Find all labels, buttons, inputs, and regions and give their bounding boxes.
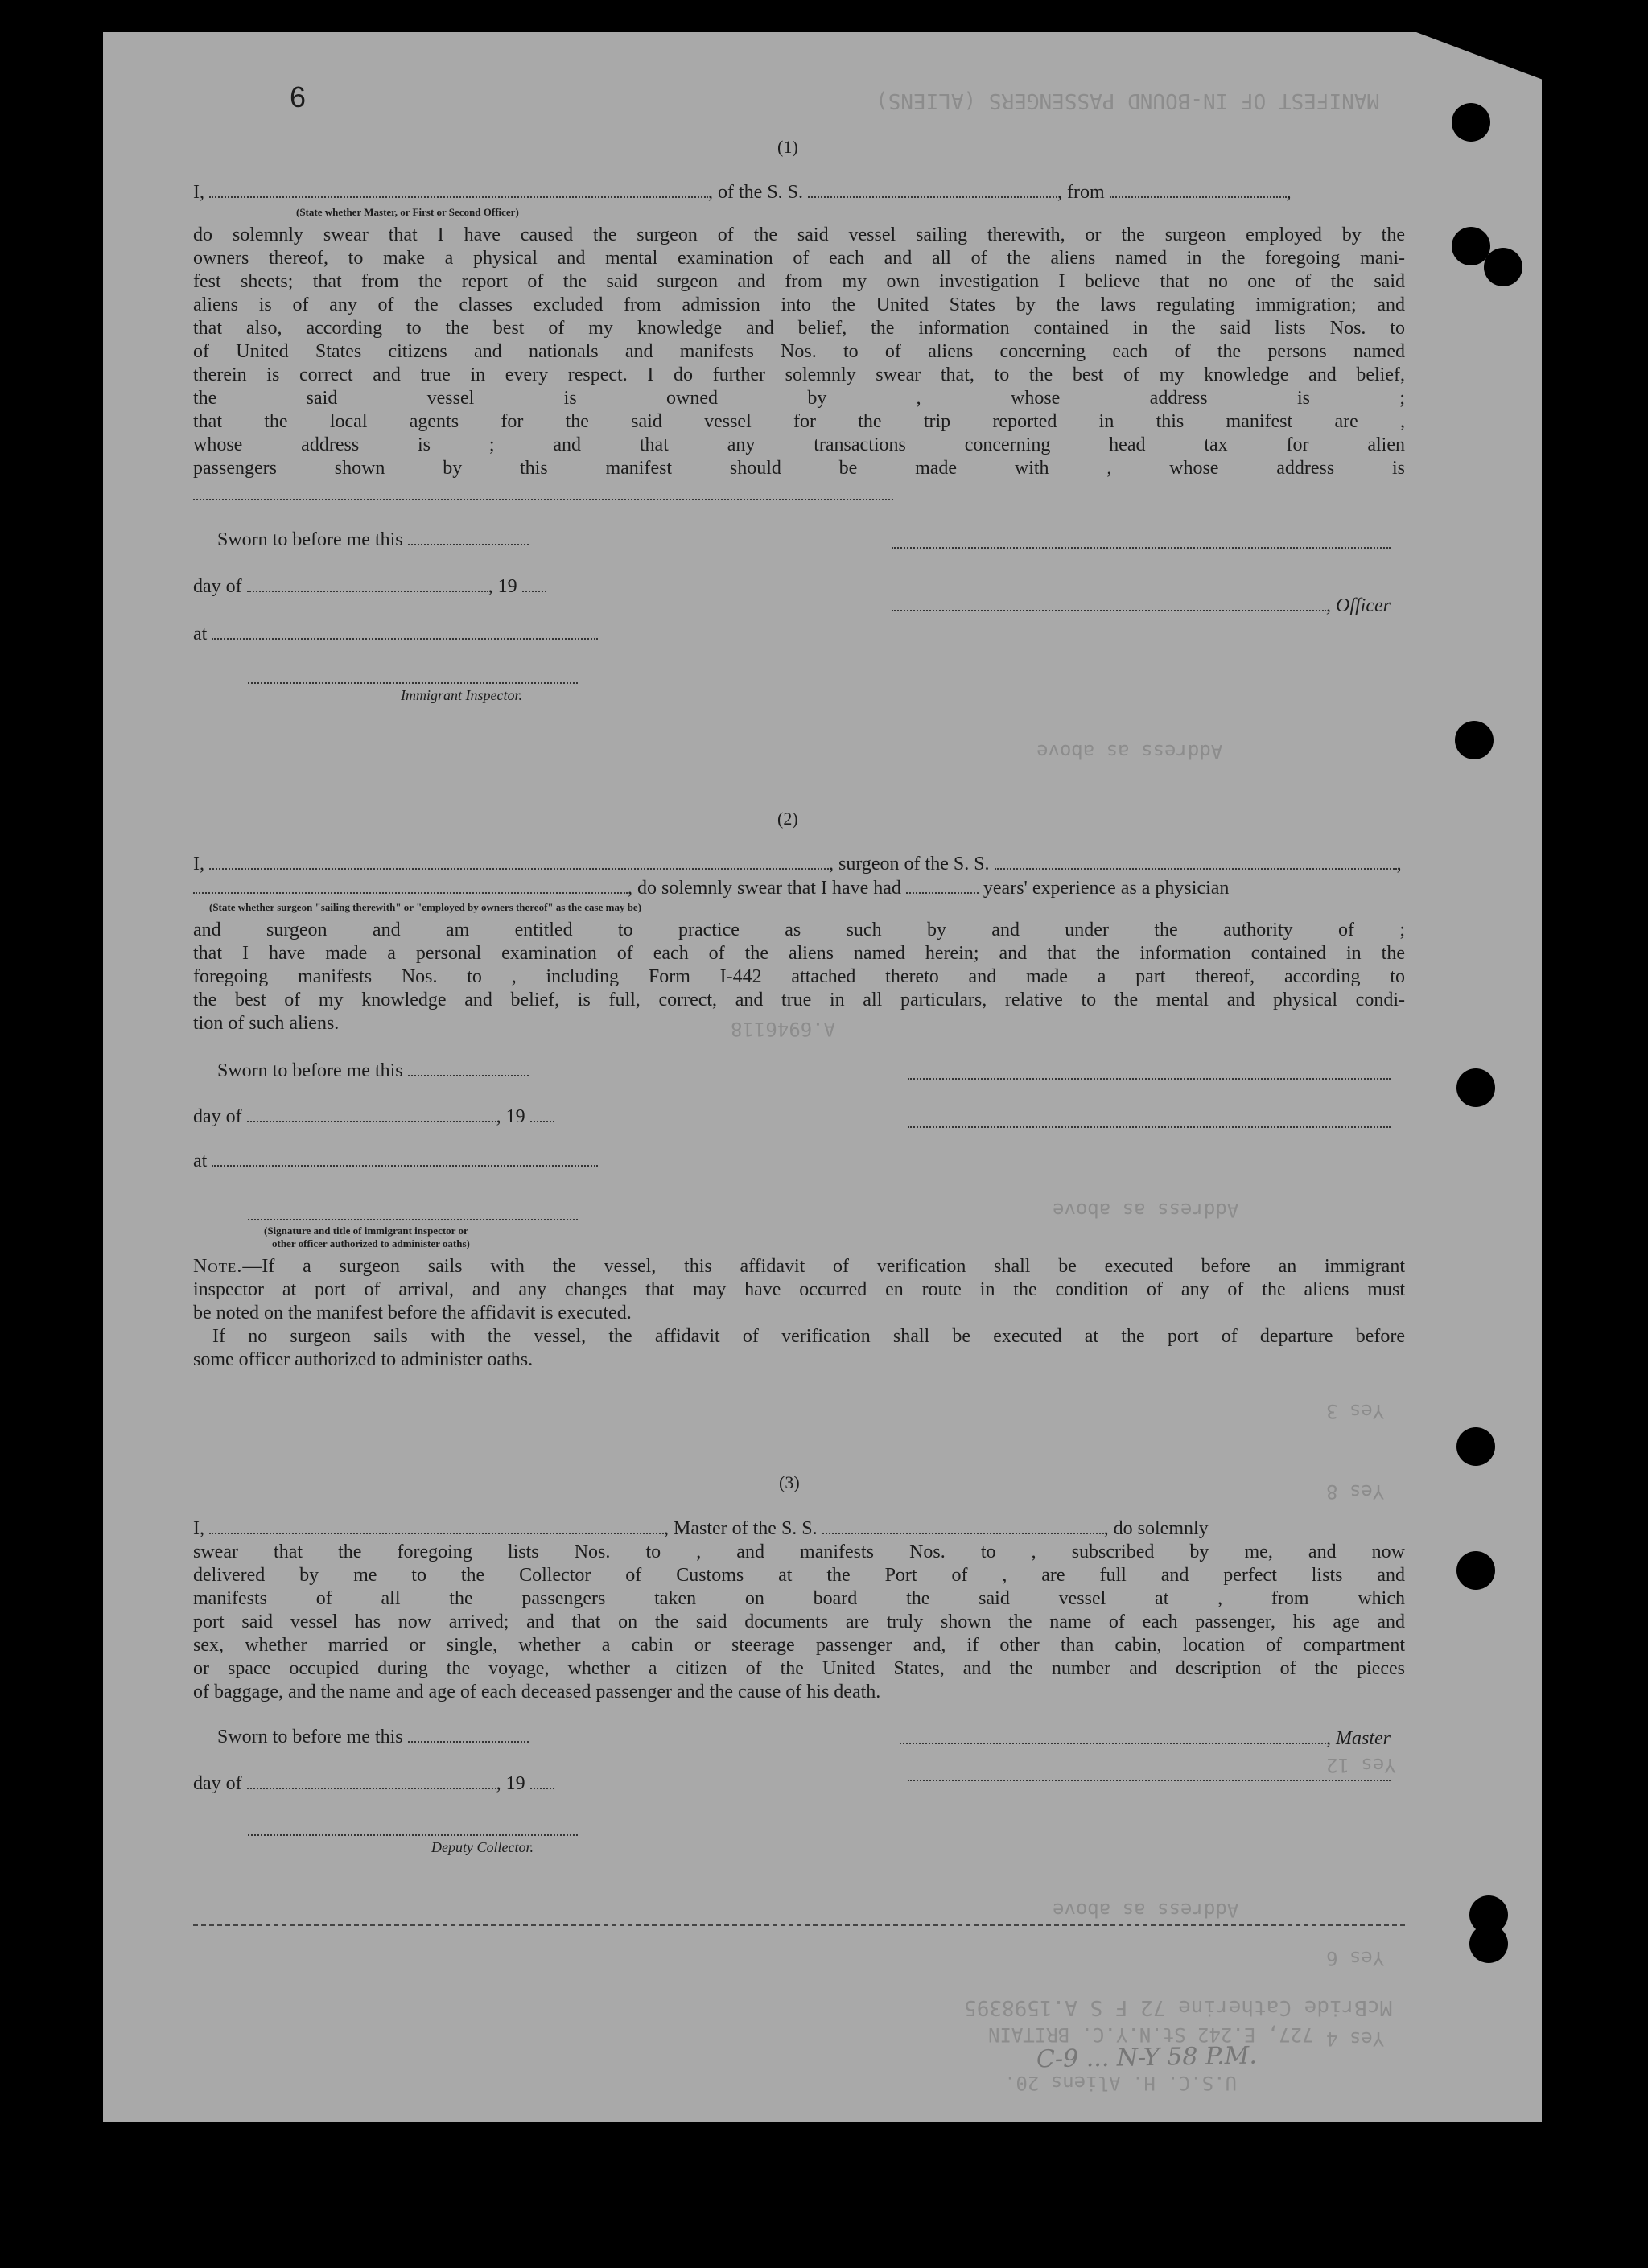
- signature-caption: (Signature and title of immigrant inspector or: [264, 1225, 468, 1237]
- at-label: at: [193, 624, 598, 645]
- note-text: Note.—If a surgeon sails with the vessel, this affidavit of verification shall be executed before an immigrant: [193, 1256, 1405, 1277]
- punch-hole: [1456, 1068, 1495, 1107]
- note-text: inspector at port of arrival, and any changes that may have occurred en route in the condition of any of the aliens must: [193, 1279, 1405, 1300]
- officer-label: , Officer: [892, 595, 1390, 617]
- signature-line: [248, 1219, 578, 1220]
- bleed-through-text: Yes 3: [1326, 1400, 1385, 1422]
- punch-hole: [1469, 1924, 1508, 1963]
- oath-text: sex, whether married or single, whether a cabin or steerage passenger and, if other than cabin, location of compartment: [193, 1635, 1405, 1656]
- oath-text: passengers shown by this manifest should be made with , whose address is: [193, 458, 1405, 479]
- oath-text: swear that the foregoing lists Nos. to , and manifests Nos. to , subscribed by me, and now: [193, 1541, 1405, 1562]
- note-text: some officer authorized to administer oaths.: [193, 1349, 534, 1370]
- oath-text: foregoing manifests Nos. to , including Form I-442 attached thereto and made a part thereof, according to: [193, 966, 1405, 987]
- punch-hole: [1455, 721, 1494, 759]
- signature-line: [248, 1834, 578, 1836]
- bleed-through-text: 727, E.242 St.N.Y.C. BRITAIN: [988, 2023, 1314, 2046]
- bleed-through-text: Yes 12: [1326, 1754, 1396, 1776]
- punch-hole: [1456, 1427, 1495, 1466]
- bleed-through-text: Address as above: [1053, 1199, 1239, 1221]
- divider: [193, 1924, 1405, 1926]
- bleed-through-text: U.S.C. H. Aliens 20.: [1004, 2072, 1237, 2094]
- oath-text: that the local agents for the said vessel for the trip reported in this manifest are ,: [193, 411, 1405, 432]
- field-caption: (State whether surgeon "sailing therewith" or "employed by owners thereof" as the case may be): [209, 901, 642, 913]
- page-number: 6: [290, 80, 307, 113]
- punch-hole: [1484, 248, 1522, 286]
- oath-text: the best of my knowledge and belief, is full, correct, and true in all particulars, relative to the mental and physical condi-: [193, 990, 1405, 1011]
- section-number: (1): [777, 137, 798, 157]
- day-of-label: day of , 19: [193, 1773, 554, 1795]
- oath-text: do solemnly swear that I have caused the surgeon of the said vessel sailing therewith, or the surgeon employed by the: [193, 224, 1405, 245]
- day-of-label: day of , 19: [193, 576, 546, 598]
- oath-text: delivered by me to the Collector of Customs at the Port of , are full and perfect lists and: [193, 1565, 1405, 1586]
- oath-text: of baggage, and the name and age of each deceased passenger and the cause of his death.: [193, 1681, 881, 1702]
- oath-text: the said vessel is owned by , whose address is ;: [193, 388, 1405, 409]
- oath-line: I, , Master of the S. S. , do solemnly: [193, 1518, 1209, 1539]
- oath-line: I, , of the S. S. , from ,: [193, 182, 1292, 203]
- signature-caption: Deputy Collector.: [431, 1839, 534, 1855]
- punch-hole: [1456, 1551, 1495, 1590]
- note-text: be noted on the manifest before the affidavit is executed.: [193, 1303, 632, 1323]
- oath-text: that also, according to the best of my knowledge and belief, the information contained in the said lists Nos. to: [193, 318, 1405, 339]
- signature-line: [908, 1126, 1390, 1128]
- bleed-through-text: Address as above: [1036, 740, 1223, 763]
- sworn-label: Sworn to before me this: [217, 529, 529, 551]
- signature-line: [908, 1780, 1390, 1781]
- oath-text: and surgeon and am entitled to practice as such by and under the authority of ;: [193, 920, 1405, 941]
- sworn-label: Sworn to before me this: [217, 1727, 529, 1748]
- oath-text: manifests of all the passengers taken on board the said vessel at , from which: [193, 1588, 1405, 1609]
- oath-text: therein is correct and true in every respect. I do further solemnly swear that, to the best of my knowledge and belief,: [193, 364, 1405, 385]
- signature-caption: other officer authorized to administer oaths): [272, 1237, 470, 1249]
- field-caption: (State whether Master, or First or Second Officer): [296, 206, 519, 218]
- oath-text: fest sheets; that from the report of the said surgeon and from my own investigation I believe that no one of the said: [193, 271, 1405, 292]
- torn-corner: [1416, 32, 1545, 80]
- master-label: , Master: [900, 1728, 1390, 1750]
- signature-line: [248, 682, 578, 684]
- signature-line: [892, 547, 1390, 549]
- at-label: at: [193, 1150, 598, 1172]
- manifest-page: [103, 32, 1542, 2122]
- oath-text: port said vessel has now arrived; and that on the said documents are truly shown the name of each passenger, his age and: [193, 1611, 1405, 1632]
- oath-text: aliens is of any of the classes excluded from admission into the United States by the laws regulating immigration; and: [193, 294, 1405, 315]
- bleed-through-text: Yes 4: [1326, 2027, 1385, 2050]
- oath-line: , do solemnly swear that I have had years' experience as a physician: [193, 877, 1405, 900]
- handwritten-note: C-9 ... N-Y 58 P.M.: [1036, 2041, 1258, 2074]
- bleed-through-text: MANIFEST OF IN-BOUND PASSENGERS (ALIENS): [876, 88, 1380, 113]
- note-text: If no surgeon sails with the vessel, the affidavit of verification shall be executed at the port of departure before: [212, 1326, 1405, 1347]
- sworn-label: Sworn to before me this: [217, 1060, 529, 1082]
- oath-text: of United States citizens and nationals and manifests Nos. to of aliens concerning each of the persons named: [193, 341, 1405, 362]
- oath-text: that I have made a personal examination of each of the aliens named herein; and that the information contained in the: [193, 943, 1405, 964]
- bleed-through-text: Yes 8: [1326, 1480, 1385, 1503]
- oath-text: owners thereof, to make a physical and mental examination of each and all of the aliens named in the foregoing mani-: [193, 248, 1405, 269]
- punch-hole: [1452, 103, 1490, 142]
- signature-line: [908, 1078, 1390, 1080]
- bleed-through-text: Yes 6: [1326, 1947, 1385, 1970]
- bleed-through-text: Address as above: [1053, 1899, 1239, 1921]
- bleed-through-text: McBride Catherine 72 F S A.1598395: [964, 1995, 1393, 2019]
- oath-text: tion of such aliens.: [193, 1013, 340, 1034]
- divider: [193, 499, 893, 500]
- bleed-through-text: A.6946118: [731, 1018, 836, 1040]
- day-of-label: day of , 19: [193, 1106, 554, 1128]
- section-number: (3): [779, 1472, 800, 1492]
- oath-line: I, , surgeon of the S. S. ,: [193, 854, 1402, 875]
- section-number: (2): [777, 809, 798, 829]
- signature-caption: Immigrant Inspector.: [401, 687, 522, 703]
- oath-text: whose address is ; and that any transactions concerning head tax for alien: [193, 434, 1405, 455]
- oath-text: or space occupied during the voyage, whether a citizen of the United States, and the number and description of the pieces: [193, 1658, 1405, 1679]
